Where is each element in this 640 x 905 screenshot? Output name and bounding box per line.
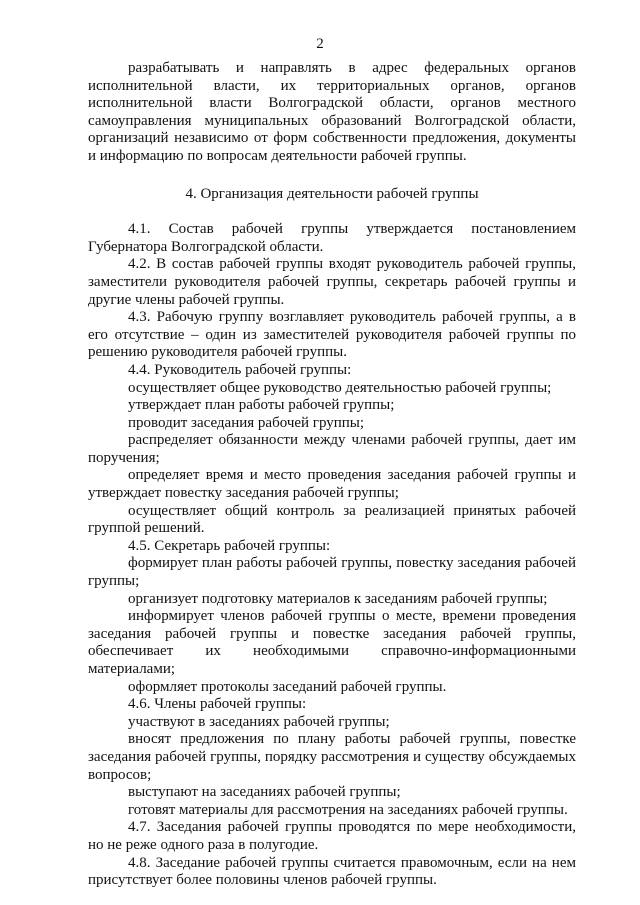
paragraph-4-4: 4.4. Руководитель рабочей группы: <box>128 361 352 378</box>
list-item: выступают на заседаниях рабочей группы; <box>128 784 401 801</box>
list-item: осуществляет общий контроль за реализацией принятых рабочей группой решений. <box>88 502 576 537</box>
list-item: утверждает план работы рабочей группы; <box>128 397 395 414</box>
list-item: информирует членов рабочей группы о месте, времени проведения заседания рабочей группы и повестке заседания рабочей группы, обеспечивает их необходимыми справочно-информационными материалами; <box>88 608 576 677</box>
list-item: участвуют в заседаниях рабочей группы; <box>128 713 390 730</box>
list-item: осуществляет общее руководство деятельностью рабочей группы; <box>128 379 552 396</box>
section-heading: 4. Организация деятельности рабочей группы <box>185 185 479 202</box>
list-item: готовят материалы для рассмотрения на заседаниях рабочей группы. <box>128 801 568 818</box>
paragraph-4-5: 4.5. Секретарь рабочей группы: <box>128 537 331 554</box>
list-item: проводит заседания рабочей группы; <box>128 414 365 431</box>
paragraph-4-7: 4.7. Заседания рабочей группы проводятся по мере необходимости, но не реже одного раза в полугодие. <box>88 819 576 853</box>
list-item: вносят предложения по плану работы рабочей группы, повестке заседания рабочей группы, порядку рассмотрения и существу обсуждаемых вопросов; <box>88 731 576 783</box>
paragraph-4-6: 4.6. Члены рабочей группы: <box>128 696 307 713</box>
paragraph-4-3: 4.3. Рабочую группу возглавляет руководитель рабочей группы, а в его отсутствие – один из заместителей руководителя рабочей группы по решению руководителя рабочей группы. <box>88 309 576 361</box>
paragraph-4-2: 4.2. В состав рабочей группы входят руководитель рабочей группы, заместители руководителя рабочей группы, секретарь рабочей группы и другие члены рабочей группы. <box>88 256 576 308</box>
intro-paragraph: разрабатывать и направлять в адрес федеральных органов исполнительной власти, их территориальных органов, органов исполнительной власти Волгоградской области, органов местного самоуправления муниципальных образований Волгоградской области, организаций независимо от форм собственности предложения, документы и информацию по вопросам деятельности рабочей группы. <box>88 60 576 164</box>
list-item: формирует план работы рабочей группы, повестку заседания рабочей группы; <box>88 555 576 590</box>
list-item: организует подготовку материалов к заседаниям рабочей группы; <box>128 590 548 607</box>
paragraph-4-8: 4.8. Заседание рабочей группы считается правомочным, если на нем присутствует более половины членов рабочей группы. <box>88 854 576 889</box>
list-item: определяет время и место проведения заседания рабочей группы и утверждает повестку заседания рабочей группы; <box>88 467 576 502</box>
document-body <box>88 57 576 890</box>
list-item: оформляет протоколы заседаний рабочей группы. <box>128 678 447 695</box>
paragraph-4-1: 4.1. Состав рабочей группы утверждается постановлением Губернатора Волгоградской области. <box>88 221 576 255</box>
page-number: 2 <box>316 36 324 52</box>
list-item: распределяет обязанности между членами рабочей группы, дает им поручения; <box>88 432 576 466</box>
